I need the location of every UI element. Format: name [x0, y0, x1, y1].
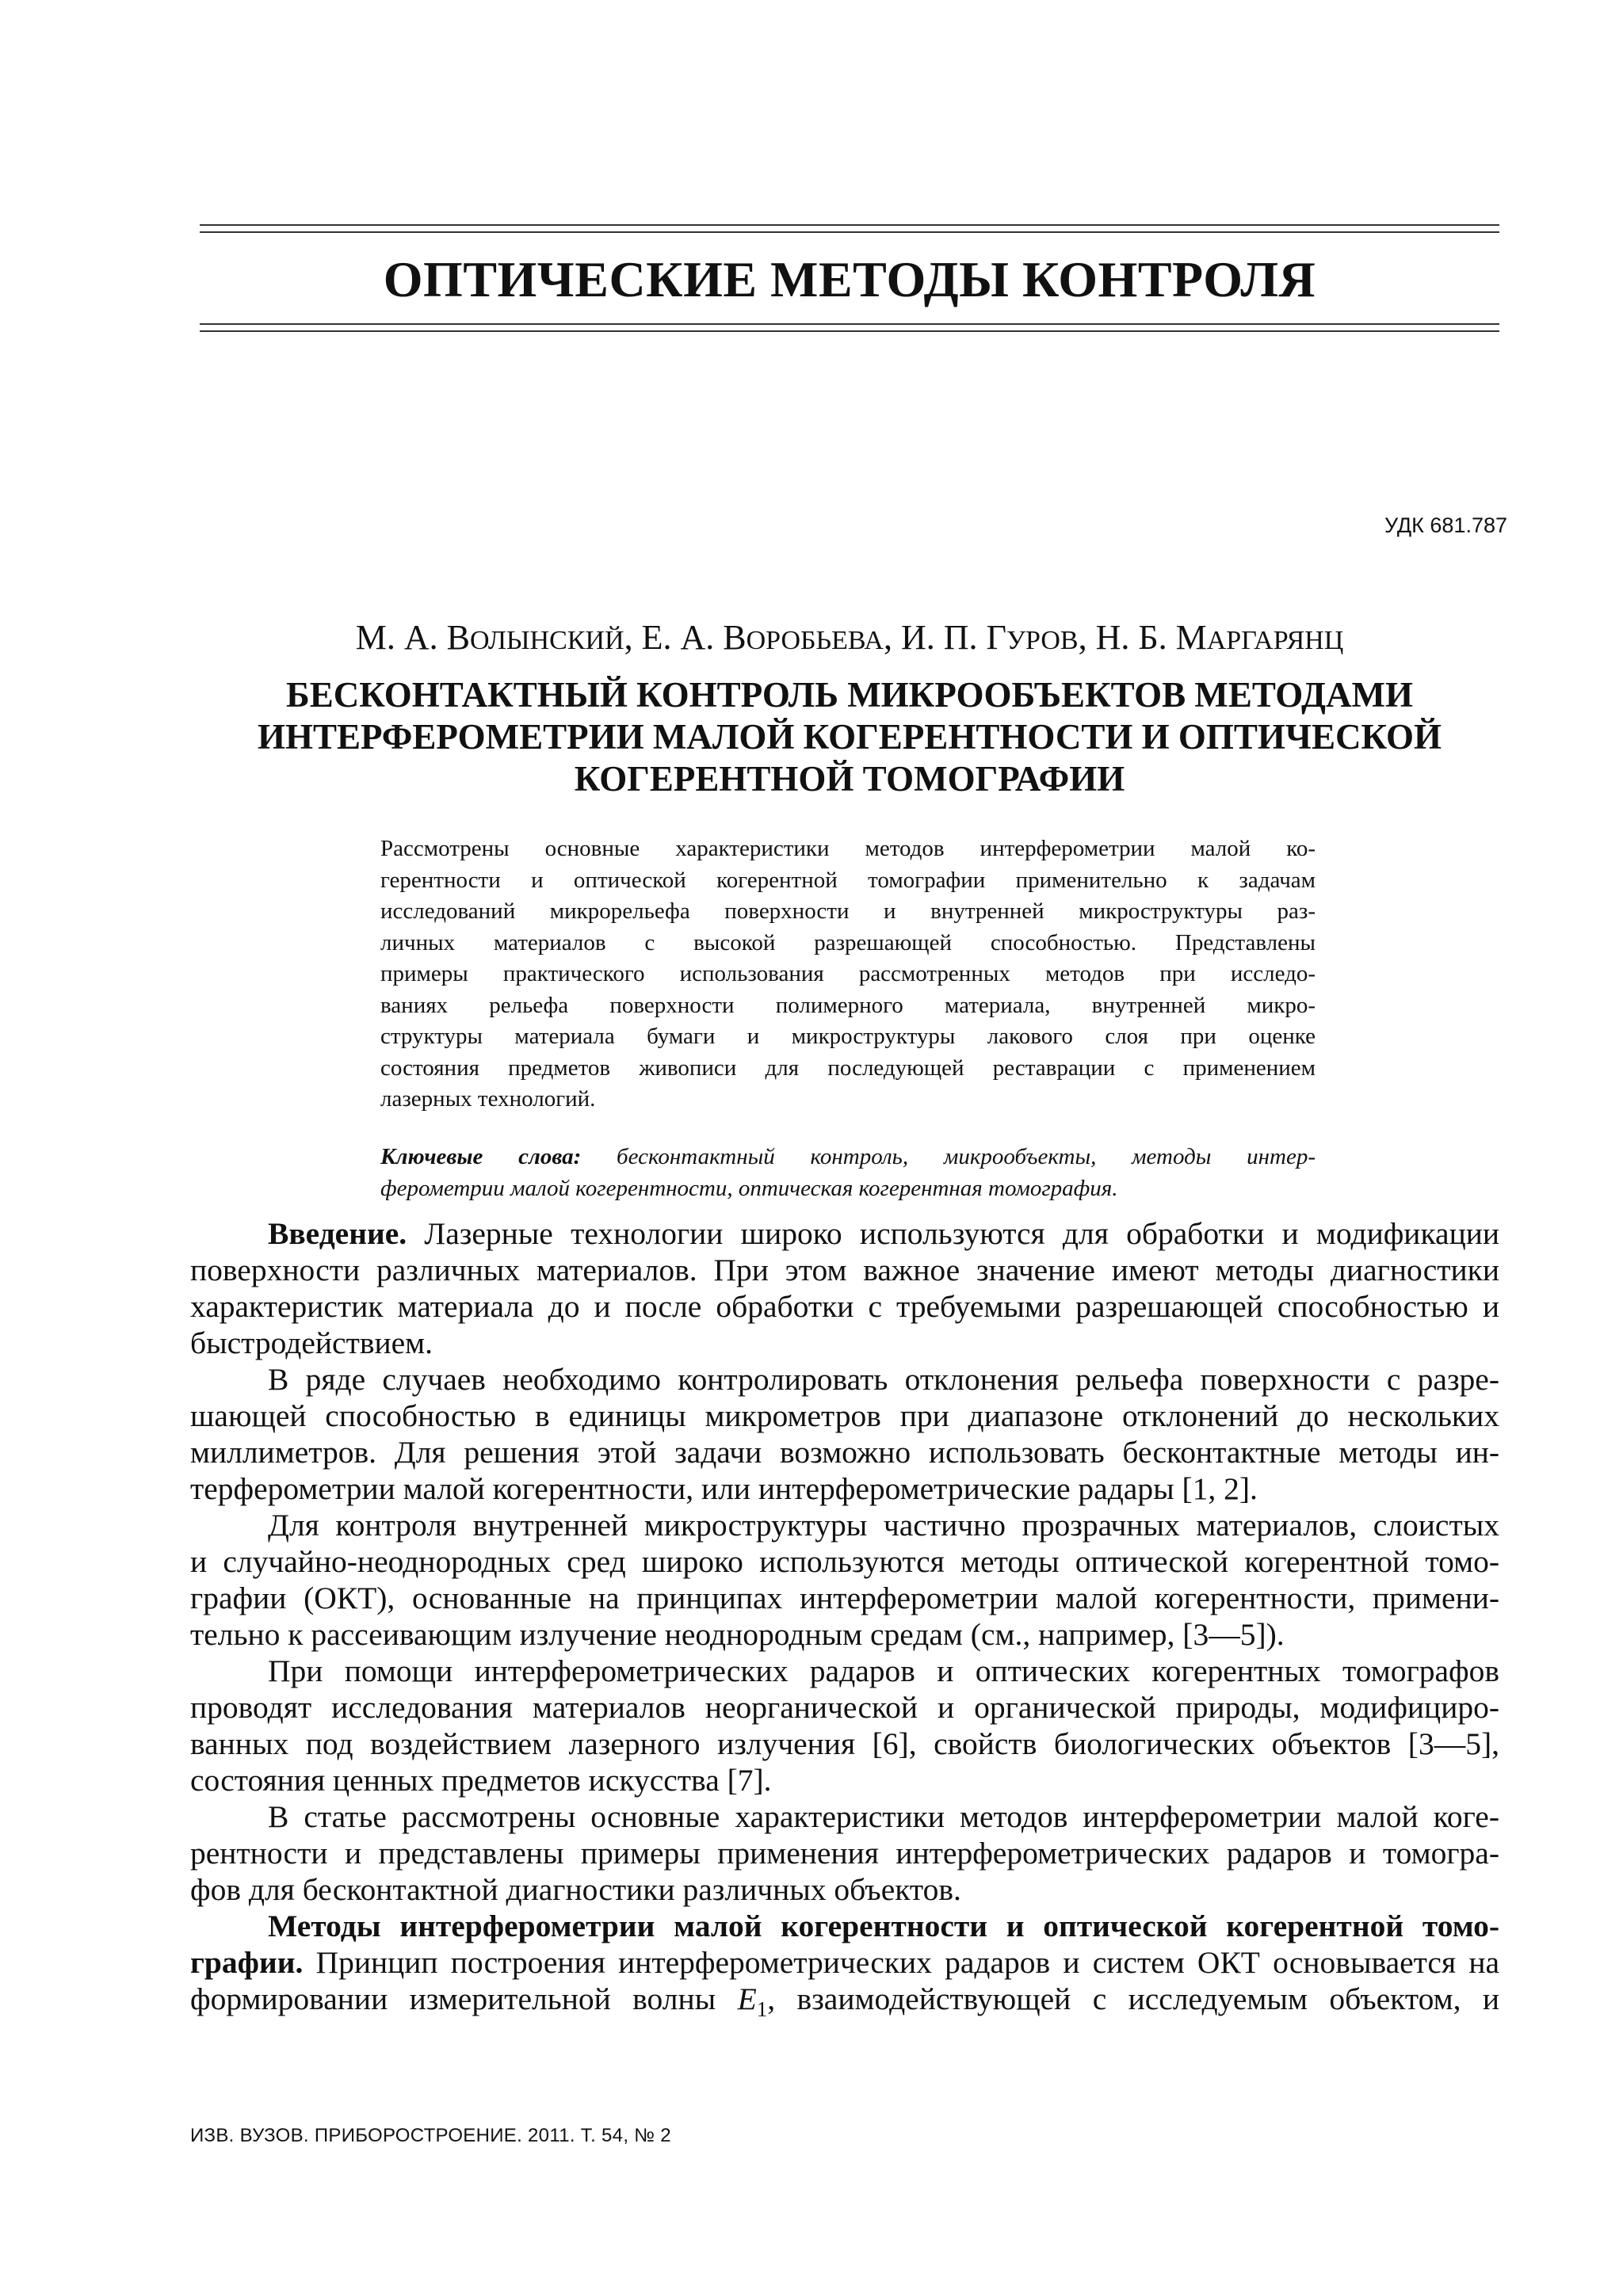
abstract — [380, 833, 1316, 1116]
header-rule-top-1 — [200, 224, 1499, 226]
abstract-line: личных материалов с высокой разрешающей способностью. Представлены — [380, 929, 1316, 955]
section-heading-introduction: Введение. — [268, 1216, 407, 1251]
body-line: рентности и представлены примеры применения интерферометрических радаров и томогра- — [190, 1836, 1499, 1871]
body-line: тельно к рассеивающим излучение неоднородным средам (см., например, [3—5]). — [190, 1617, 1285, 1652]
article-title-line: ИНТЕРФЕРОМЕТРИИ МАЛОЙ КОГЕРЕНТНОСТИ И ОПТИЧЕСКОЙ — [258, 717, 1442, 757]
author: Н. Б. МАРГАРЯНЦ — [1095, 618, 1344, 657]
body-line — [190, 1908, 1499, 1944]
header-rule-bottom-2 — [200, 330, 1499, 332]
author: М. А. ВОЛЫНСКИЙ — [355, 618, 624, 657]
abstract-line: примеры практического использования рассмотренных методов при исследо- — [380, 961, 1316, 986]
abstract-line: исследований микрорельефа поверхности и внутренней микроструктуры раз- — [380, 898, 1316, 924]
keywords — [380, 1142, 1316, 1204]
article-title-line: БЕСКОНТАКТНЫЙ КОНТРОЛЬ МИКРООБЪЕКТОВ МЕТОДАМИ — [286, 675, 1413, 715]
body-line: быстродействием. — [190, 1325, 433, 1360]
body-line: графии. Принцип построения интерферометрических радаров и систем ОКТ основывается на — [190, 1945, 1499, 1980]
header-rule-top-2 — [200, 231, 1499, 233]
body-line: состояния ценных предметов искусства [7]. — [190, 1763, 772, 1798]
section-title: ОПТИЧЕСКИЕ МЕТОДЫ КОНТРОЛЯ — [383, 251, 1316, 307]
keywords-line: ферометрии малой когерентности, оптическая когерентная томография. — [380, 1175, 1118, 1201]
abstract-line: герентности и оптической когерентной томографии применительно к задачам — [380, 867, 1316, 893]
math-subscript: 1 — [756, 1997, 768, 2021]
body-line: поверхности различных материалов. При этом важное значение имеют методы диагностики — [190, 1253, 1499, 1287]
author: И. П. ГУРОВ — [900, 618, 1079, 657]
abstract-line: лазерных технологий. — [380, 1086, 596, 1112]
article-title — [200, 674, 1499, 800]
abstract-line: структуры материала бумаги и микроструктуры лакового слоя при оценке — [380, 1024, 1316, 1049]
section-heading-methods-cont: графии. — [190, 1945, 304, 1980]
udc-code: УДК 681.787 — [1384, 513, 1507, 537]
abstract-line: Рассмотрены основные характеристики методов интерферометрии малой ко- — [380, 836, 1316, 861]
abstract-line: ваниях рельефа поверхности полимерного материала, внутренней микро- — [380, 992, 1316, 1018]
section-heading-methods: Методы интерферометрии малой когерентности и оптической когерентной томо- — [268, 1909, 1499, 1943]
author-list: М. А. ВОЛЫНСКИЙ, Е. А. ВОРОБЬЕВА, И. П. ГУРОВ, Н. Б. МАРГАРЯНЦ — [355, 618, 1344, 657]
body-line: Введение. Лазерные технологии широко используются для обработки и модификации — [268, 1216, 1499, 1251]
body-line: шающей способностью в единицы микрометров при диапазоне отклонений до нескольких — [190, 1398, 1499, 1433]
body-line: миллиметров. Для решения этой задачи возможно использовать бесконтактные методы ин- — [190, 1435, 1499, 1470]
body-line: графии (ОКТ), основанные на принципах интерферометрии малой когерентности, примени- — [190, 1581, 1499, 1615]
journal-footer: ИЗВ. ВУЗОВ. ПРИБОРОСТРОЕНИЕ. 2011. Т. 54, № 2 — [190, 2125, 671, 2146]
keywords-line: Ключевые слова: бесконтактный контроль, микрообъекты, методы интер- — [380, 1144, 1316, 1169]
body-line: и случайно-неоднородных сред широко используются методы оптической когерентной томо- — [190, 1544, 1499, 1579]
body-line: В статье рассмотрены основные характеристики методов интерферометрии малой коге- — [268, 1799, 1499, 1834]
body-line: ванных под воздействием лазерного излучения [6], свойств биологических объектов [3—5], — [190, 1726, 1499, 1761]
body-text — [190, 1215, 1500, 2021]
keywords-label: Ключевые слова: — [380, 1144, 582, 1169]
body-line: терферометрии малой когерентности, или интерферометрические радары [1, 2]. — [190, 1471, 1258, 1506]
body-line: проводят исследования материалов неорганической и органической природы, модифициро- — [190, 1690, 1499, 1725]
body-line: характеристик материала до и после обработки с требуемыми разрешающей способностью и — [190, 1289, 1499, 1324]
body-line: Для контроля внутренней микроструктуры частично прозрачных материалов, слоистых — [268, 1508, 1499, 1543]
body-line: В ряде случаев необходимо контролировать отклонения рельефа поверхности с разре- — [268, 1362, 1499, 1397]
body-line: формировании измерительной волны $E_1$, взаимодействующей с исследуемым объектом, и — [190, 1981, 1500, 2021]
author: Е. А. ВОРОБЬЕВА — [641, 618, 884, 657]
body-line: фов для бесконтактной диагностики различных объектов. — [190, 1872, 961, 1907]
abstract-line: состояния предметов живописи для последующей реставрации с применением — [380, 1055, 1316, 1081]
body-line: При помощи интерферометрических радаров и оптических когерентных томографов — [268, 1653, 1499, 1688]
math-variable: E — [737, 1981, 757, 2016]
header-rule-bottom-1 — [200, 323, 1499, 325]
article-title-line: КОГЕРЕНТНОЙ ТОМОГРАФИИ — [574, 759, 1125, 799]
